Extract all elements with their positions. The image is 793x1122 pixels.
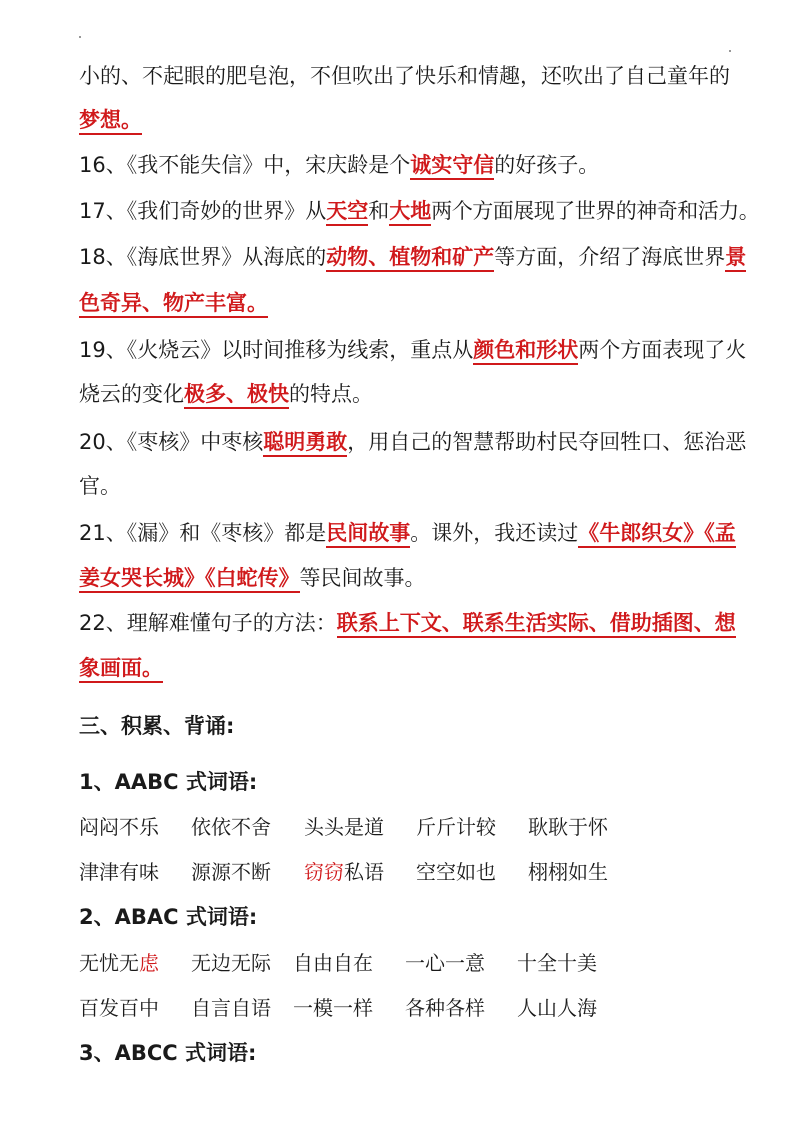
heading-text: 3、ABCC 式词语: [79, 1041, 257, 1065]
abac-row-1 [79, 949, 739, 977]
item-20-line-2 [79, 472, 739, 500]
item-15-line-2 [79, 106, 739, 134]
abac-heading [79, 903, 739, 931]
text: 17、《我们奇妙的世界》从 [79, 199, 327, 223]
text: 小的、不起眼的肥皂泡，不但吹出了快乐和情趣，还吹出了自己童年的 [79, 64, 730, 88]
text: 官。 [79, 474, 121, 498]
text: 等方面，介绍了海底世界 [494, 245, 726, 269]
word: 百发百中 [79, 996, 159, 1020]
word [79, 949, 159, 977]
item-21-line-2 [79, 564, 739, 592]
item-18-line-2 [79, 289, 739, 317]
text: 21、《漏》和《枣核》都是 [79, 521, 327, 545]
item-17 [79, 197, 760, 225]
item-19-line-2 [79, 380, 739, 408]
word: 头头是道 [304, 815, 384, 839]
word: 各种各样 [405, 996, 485, 1020]
answer: 聪明勇敢 [263, 430, 347, 457]
abac-row-2 [79, 994, 739, 1022]
text: 的特点。 [289, 382, 373, 406]
word: 栩栩如生 [528, 860, 608, 884]
corner-dot [729, 50, 731, 52]
word: 闷闷不乐 [79, 815, 159, 839]
text: 。课外，我还读过 [410, 521, 579, 545]
corner-dot [79, 36, 81, 38]
word: 无边无际 [191, 951, 271, 975]
answer: 民间故事 [326, 521, 410, 548]
answer: 色奇异、物产丰富。 [79, 291, 268, 318]
item-22-line-1 [79, 609, 739, 637]
answer: 大地 [389, 199, 431, 226]
item-18-line-1 [79, 243, 747, 271]
text: 19、《火烧云》以时间推移为线索，重点从 [79, 338, 474, 362]
word: 十全十美 [517, 951, 597, 975]
answer: 极多、极快 [184, 382, 289, 409]
word: 耿耿于怀 [528, 815, 608, 839]
item-20-line-1 [79, 428, 747, 456]
abcc-heading [79, 1039, 739, 1067]
aabc-row-1 [79, 813, 739, 841]
word: 人山人海 [517, 996, 597, 1020]
text: 两个方面表现了火 [578, 338, 747, 362]
text: 18、《海底世界》从海底的 [79, 245, 327, 269]
answer: 颜色和形状 [473, 338, 578, 365]
item-15-line-1 [79, 62, 739, 90]
answer: 梦想。 [79, 108, 142, 135]
word: 一模一样 [293, 996, 373, 1020]
answer: 天空 [326, 199, 368, 226]
word: 空空如也 [416, 860, 496, 884]
text: 两个方面展现了世界的神奇和活力。 [431, 199, 760, 223]
section-heading [79, 712, 739, 740]
text: 烧云的变化 [79, 382, 184, 406]
aabc-row-2 [79, 858, 739, 886]
word: 源源不断 [191, 860, 271, 884]
text: ，用自己的智慧帮助村民夺回牲口、惩治恶 [347, 430, 747, 454]
item-22-line-2 [79, 654, 739, 682]
word: 斤斤计较 [416, 815, 496, 839]
text: 等民间故事。 [299, 566, 426, 590]
heading-text: 2、ABAC 式词语: [79, 905, 258, 929]
answer: 姜女哭长城》《白蛇传》 [79, 566, 300, 593]
word-start: 无忧无 [79, 951, 139, 975]
text: 22、理解难懂句子的方法： [79, 611, 337, 635]
text: 的好孩子。 [494, 153, 600, 177]
word: 津津有味 [79, 860, 159, 884]
word: 一心一意 [405, 951, 485, 975]
section-title: 三、积累、背诵: [79, 714, 235, 738]
item-21-line-1 [79, 519, 739, 547]
text: 和 [368, 199, 390, 223]
answer: 《牛郎织女》《孟 [578, 521, 736, 548]
answer: 联系上下文、联系生活实际、借助插图、想 [337, 611, 736, 638]
text: 20、《枣核》中枣核 [79, 430, 264, 454]
highlight: 虑 [139, 951, 159, 975]
word: 自言自语 [191, 996, 271, 1020]
word-rest: 私语 [344, 860, 384, 884]
item-16 [79, 151, 739, 179]
highlight: 窃窃 [304, 860, 344, 884]
word [304, 858, 384, 886]
answer: 诚实守信 [410, 153, 494, 180]
item-19-line-1 [79, 336, 747, 364]
aabc-heading [79, 768, 739, 796]
word: 依依不舍 [191, 815, 271, 839]
answer: 景 [725, 245, 746, 272]
heading-text: 1、AABC 式词语: [79, 770, 258, 794]
answer: 动物、植物和矿产 [326, 245, 494, 272]
word: 自由自在 [293, 951, 373, 975]
answer: 象画面。 [79, 656, 163, 683]
text: 16、《我不能失信》中，宋庆龄是个 [79, 153, 411, 177]
